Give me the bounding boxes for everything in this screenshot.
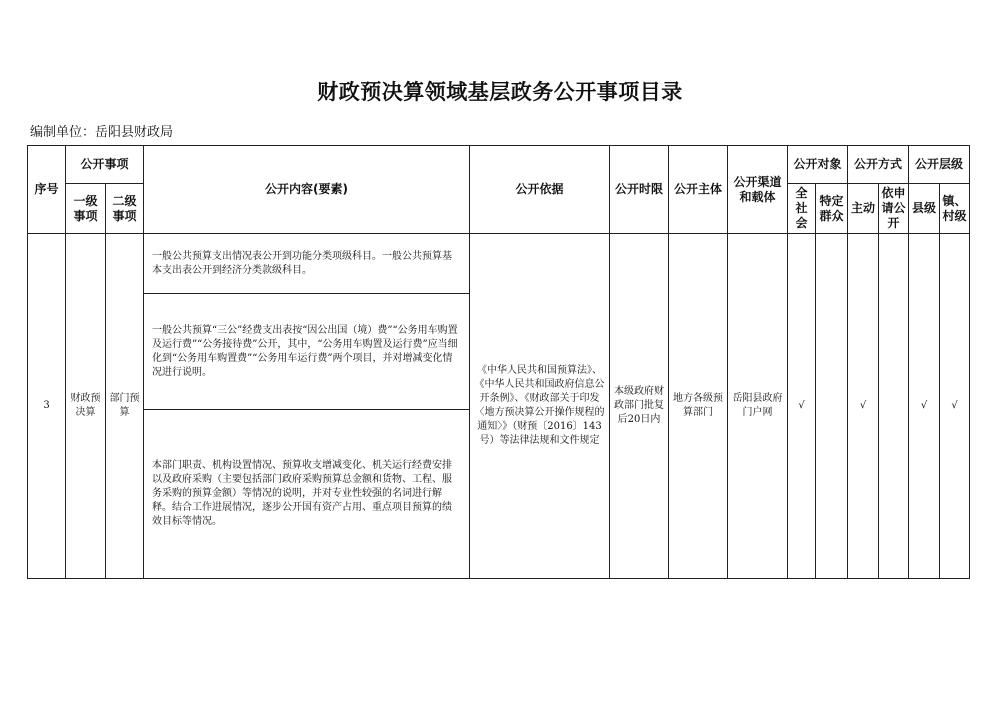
header-level: 公开层级	[909, 146, 970, 184]
row-seq: 3	[28, 234, 66, 579]
compiling-unit: 编制单位：岳阳县财政局	[30, 125, 174, 140]
header-method: 公开方式	[848, 146, 909, 184]
row-level1: 财政预决算	[66, 234, 106, 579]
header-level1: 一级事项	[66, 184, 106, 234]
header-matter: 公开事项	[66, 146, 144, 184]
check-target-specific	[816, 234, 848, 579]
disclosure-table	[27, 145, 970, 579]
row-basis: 《中华人民共和国预算法》、《中华人民共和国政府信息公开条例》、《财政部关于印发〈地方预决算公开操作规程的通知〉》（财预〔2016〕143号）等法律法规和文件规定	[470, 234, 610, 579]
check-target-all: √	[788, 234, 816, 579]
page-title: 财政预决算领域基层政务公开事项目录	[317, 80, 683, 104]
check-level-county: √	[909, 234, 940, 579]
content-item-3: 本部门职责、机构设置情况、预算收支增减变化、机关运行经费安排以及政府采购（主要包括部门政府采购预算总金额和货物、工程、服务采购的预算金额）等情况的说明，并对专业性较强的名词进行解释。结合工作进展情况，逐步公开国有资产占用、重点项目预算的绩效目标等情况。	[152, 460, 453, 527]
header-method-active: 主动	[848, 184, 879, 234]
table-row	[28, 234, 970, 579]
header-level2: 二级事项	[106, 184, 144, 234]
header-basis: 公开依据	[470, 146, 610, 234]
row-subject: 地方各级预算部门	[669, 234, 728, 579]
header-content: 公开内容(要素)	[144, 146, 470, 234]
row-channel: 岳阳县政府门户网	[728, 234, 788, 579]
header-target-all: 全社会	[788, 184, 816, 234]
header-level-town: 镇、村级	[940, 184, 970, 234]
header-target-specific: 特定群众	[816, 184, 848, 234]
content-cell	[144, 234, 470, 579]
check-method-active: √	[848, 234, 879, 579]
row-time: 本级政府财政部门批复后20日内	[610, 234, 669, 579]
header-subject: 公开主体	[669, 146, 728, 234]
check-method-apply	[879, 234, 909, 579]
header-time: 公开时限	[610, 146, 669, 234]
content-item-2: 一般公共预算“三公”经费支出表按“因公出国（境）费”“公务用车购置及运行费”“公务接待费”公开，其中，“公务用车购置及运行费”应当细化到“公务用车购置费”“公务用车运行费”两个项目，并对增减变化情况进行说明。	[144, 294, 469, 410]
content-item-1: 一般公共预算支出情况表公开到功能分类项级科目。一般公共预算基本支出表公开到经济分类款级科目。	[144, 234, 469, 294]
header-channel: 公开渠道和载体	[728, 146, 788, 234]
row-level2: 部门预算	[106, 234, 144, 579]
header-method-apply: 依申请公开	[879, 184, 909, 234]
check-level-town: √	[940, 234, 970, 579]
header-target: 公开对象	[788, 146, 848, 184]
header-seq: 序号	[28, 146, 66, 234]
header-level-county: 县级	[909, 184, 940, 234]
